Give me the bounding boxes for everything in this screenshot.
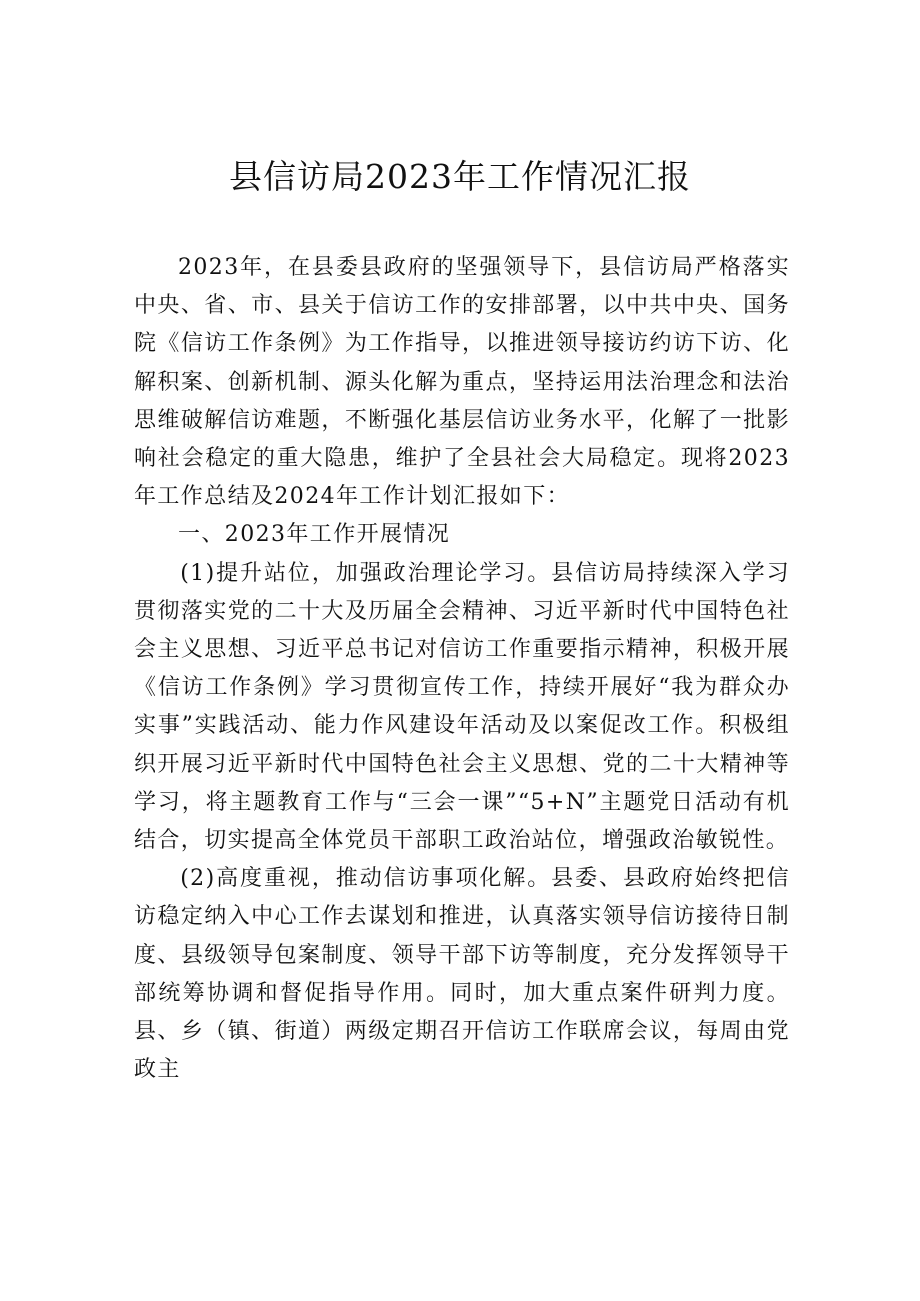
item-paragraph-1: (1)提升站位，加强政治理论学习。县信访局持续深入学习贯彻落实党的二十大及历届全会精神、习近平新时代中国特色社会主义思想、习近平总书记对信访工作重要指示精神，积极开展《信访工作条例》学习贯彻宣传工作，持续开展好“我为群众办实事”实践活动、能力作风建设年活动及以案促改工作。积极组织开展习近平新时代中国特色社会主义思想、党的二十大精神等学习，将主题教育工作与“三会一课”“5+N”主题党日活动有机结合，切实提高全体党员干部职工政治站位，增强政治敏锐性。 [134,560,790,854]
intro-paragraph: 2023年，在县委县政府的坚强领导下，县信访局严格落实中央、省、市、县关于信访工作的安排部署，以中共中央、国务院《信访工作条例》为工作指导，以推进领导接访约访下访、化解积案、创新机制、源头化解为重点，坚持运用法治理念和法治思维破解信访难题，不断强化基层信访业务水平，化解了一批影响社会稳定的重大隐患，维护了全县社会大局稳定。现将2023年工作总结及2024年工作计划汇报如下： [134,255,790,510]
section-heading: 一、2023年工作开展情况 [178,522,451,548]
document-body [134,249,790,1089]
document-title: 县信访局2023年工作情况汇报 [229,157,691,196]
item-paragraph-2: (2)高度重视，推动信访事项化解。县委、县政府始终把信访稳定纳入中心工作去谋划和推进，认真落实领导信访接待日制度、县级领导包案制度、领导干部下访等制度，充分发挥领导干部统筹协调和督促指导作用。同时，加大重点案件研判力度。县、乡（镇、街道）两级定期召开信访工作联席会议，每周由党政主 [134,866,790,1083]
